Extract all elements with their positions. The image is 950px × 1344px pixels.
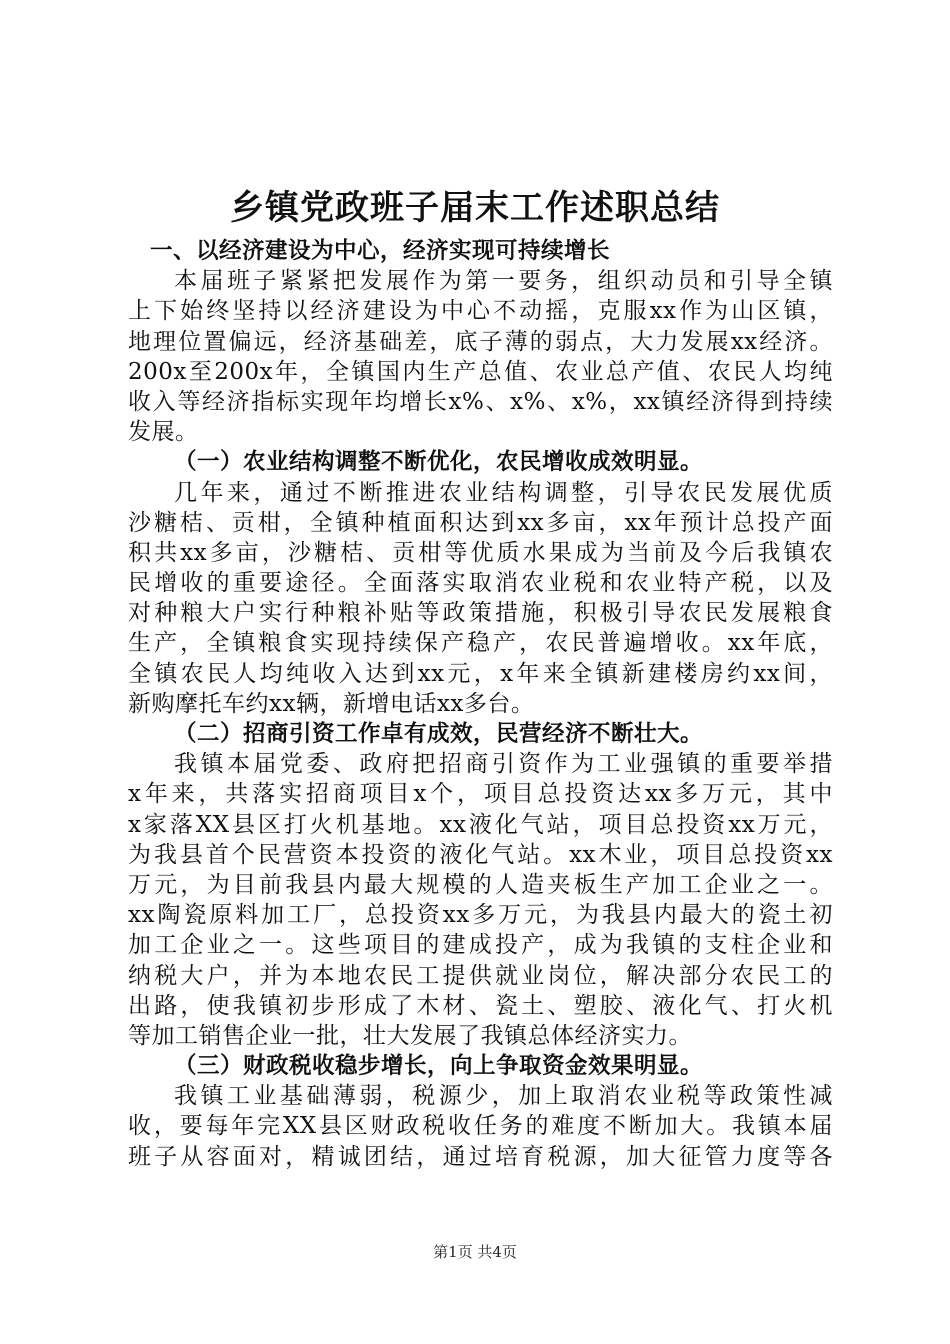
paragraph-3 (128, 749, 833, 1051)
subsection-heading: （二）招商引资工作卓有成效，民营经济不断壮大。 (174, 721, 704, 747)
text-line: 几年来，通过不断推进农业结构调整，引导农民发展优质 (174, 479, 833, 506)
text-line: 发展。 (128, 419, 199, 446)
subsection-heading: （三）财政税收稳步增长，向上争取资金效果明显。 (174, 1053, 704, 1080)
paragraph-4 (128, 1081, 833, 1172)
text-line: 全镇农民人均纯收入达到xx元，x年来全镇新建楼房约xx间， (128, 660, 833, 687)
text-line: 生产，全镇粮食实现持续保产稳产，农民普遍增收。xx年底， (128, 630, 833, 657)
text-line: 收，要每年完XX县区财政税收任务的难度不断加大。我镇本届 (128, 1113, 833, 1140)
text-line: 新购摩托车约xx辆，新增电话xx多台。 (128, 690, 535, 717)
text-line: 上下始终坚持以经济建设为中心不动摇，克服xx作为山区镇， (128, 298, 833, 325)
text-line: 我镇工业基础薄弱，税源少，加上取消农业税等政策性减 (174, 1083, 833, 1110)
text-line: xx陶瓷原料加工厂，总投资xx多万元，为我县内最大的瓷土初 (128, 902, 833, 929)
text-line: 地理位置偏远，经济基础差，底子薄的弱点，大力发展xx经济。 (128, 328, 833, 355)
text-line: 班子从容面对，精诚团结，通过培育税源，加大征管力度等各 (128, 1143, 833, 1170)
paragraph-2 (128, 478, 833, 720)
text-line: 出路，使我镇初步形成了木材、瓷土、塑胶、液化气、打火机 (128, 992, 833, 1019)
text-line: 200x至200x年，全镇国内生产总值、农业总产值、农民人均纯 (128, 358, 833, 385)
paragraph-1 (128, 266, 833, 447)
text-line: 本届班子紧紧把发展作为第一要务，组织动员和引导全镇 (174, 268, 833, 295)
text-line: 对种粮大户实行种粮补贴等政策措施，积极引导农民发展粮食 (128, 600, 833, 627)
text-line: 积共xx多亩，沙糖桔、贡柑等优质水果成为当前及今后我镇农 (128, 539, 833, 566)
text-line: 万元，为目前我县内最大规模的人造夹板生产加工企业之一。 (128, 871, 833, 898)
text-line: 纳税大户，并为本地农民工提供就业岗位，解决部分农民工的 (128, 962, 833, 989)
text-line: 沙糖桔、贡柑，全镇种植面积达到xx多亩，xx年预计总投产面 (128, 509, 833, 536)
text-line: 我镇本届党委、政府把招商引资作为工业强镇的重要举措 (174, 751, 833, 778)
text-line: x年来，共落实招商项目x个，项目总投资达xx多万元，其中 (128, 781, 833, 808)
document-body (128, 236, 833, 1172)
text-line: 民增收的重要途径。全面落实取消农业税和农业特产税，以及 (128, 570, 833, 597)
subsection-heading: （一）农业结构调整不断优化，农民增收成效明显。 (174, 449, 704, 476)
text-line: x家落XX县区打火机基地。xx液化气站，项目总投资xx万元， (128, 811, 833, 838)
text-line: 等加工销售企业一批，壮大发展了我镇总体经济实力。 (128, 1022, 692, 1049)
text-line: 加工企业之一。这些项目的建成投产，成为我镇的支柱企业和 (128, 932, 833, 959)
page-number-footer: 第1页 共4页 (433, 1243, 517, 1261)
text-line: 收入等经济指标实现年均增长x%、x%、x%，xx镇经济得到持续 (128, 388, 833, 415)
section-heading: 一、以经济建设为中心，经济实现可持续增长 (150, 238, 611, 264)
text-line: 为我县首个民营资本投资的液化气站。xx木业，项目总投资xx (128, 841, 833, 868)
document-title: 乡镇党政班子届末工作述职总结 (230, 188, 720, 228)
